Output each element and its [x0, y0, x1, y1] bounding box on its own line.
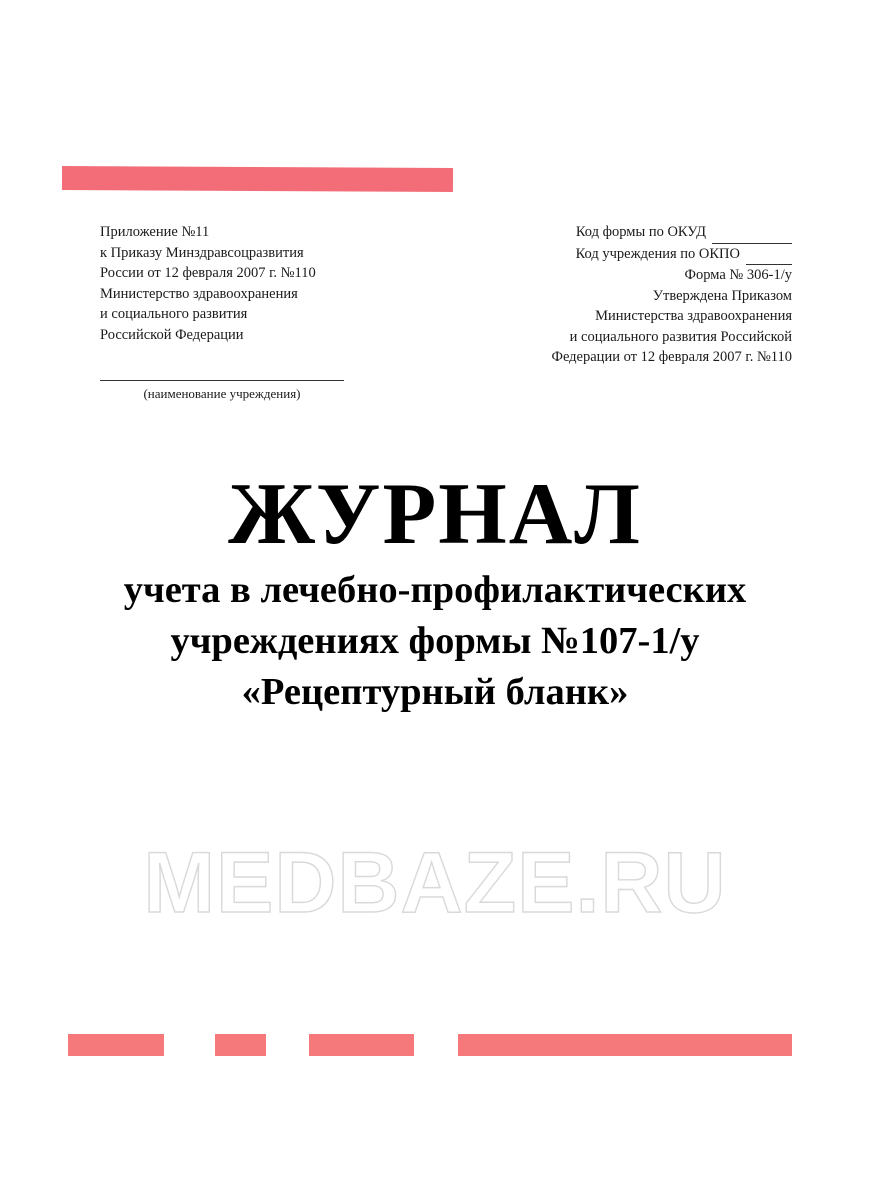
bottom-red-stripe-segment — [309, 1034, 414, 1056]
left-header-line: Российской Федерации — [100, 326, 244, 343]
subtitle-line: учета в лечебно-профилактических — [123, 569, 747, 611]
bottom-red-stripe-segment — [458, 1034, 792, 1056]
watermark-text: MEDBAZE.RU — [143, 835, 727, 931]
okud-row — [551, 222, 792, 244]
okpo-row — [551, 244, 792, 266]
left-header-line: к Приказу Минздравсоцразвития — [100, 244, 304, 261]
subtitle-line: «Рецептурный бланк» — [241, 671, 629, 713]
bottom-red-stripe-segment — [68, 1034, 164, 1056]
institution-name-line — [100, 380, 344, 381]
subtitle-line: учреждениях формы №107-1/у — [170, 620, 700, 662]
okpo-blank-line — [746, 244, 792, 266]
right-header-block — [551, 222, 792, 368]
left-header-line: России от 12 февраля 2007 г. №110 — [100, 265, 316, 281]
journal-title: ЖУРНАЛ — [228, 466, 642, 563]
institution-name-caption: (наименование учреждения) — [143, 386, 301, 401]
okud-label: Код формы по ОКУД — [575, 224, 706, 240]
bottom-red-stripe-segment — [215, 1034, 266, 1056]
journal-subtitle — [0, 565, 870, 718]
okud-blank-line — [712, 222, 792, 244]
right-header-line: Форма № 306-1/у — [684, 267, 792, 283]
right-header-line: Министерства здравоохранения — [595, 308, 792, 324]
okpo-label: Код учреждения по ОКПО — [575, 245, 740, 262]
left-header-block — [100, 222, 316, 345]
left-header-line: Министерство здравоохранения — [100, 285, 298, 302]
top-red-stripe — [62, 166, 453, 192]
right-header-line: Утверждена Приказом — [652, 287, 792, 304]
right-header-line: Федерации от 12 февраля 2007 г. №110 — [551, 349, 792, 365]
left-header-line: и социального развития — [100, 306, 248, 322]
left-header-line: Приложение №11 — [100, 224, 210, 240]
right-header-line: и социального развития Российской — [569, 328, 792, 345]
